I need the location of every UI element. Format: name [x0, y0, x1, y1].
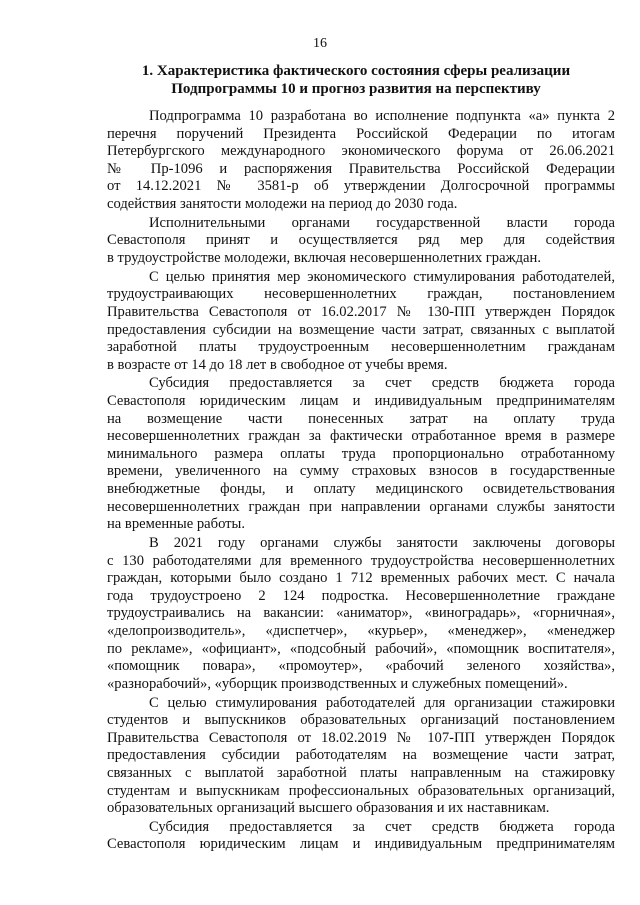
paragraph-line: граждан, которыми было создано 1 712 временных рабочих мест. С начала: [107, 570, 615, 587]
section-heading-line: 1. Характеристика фактического состояния сферы реализации: [141, 63, 571, 79]
paragraph: [107, 375, 615, 533]
paragraph-line: С целью принятия мер экономического стимулирования работодателей,: [149, 268, 615, 285]
paragraph-line: внебюджетные фонды, и оплату медицинского освидетельствования: [107, 481, 615, 498]
document-body: [107, 108, 615, 855]
paragraph: [107, 215, 615, 268]
paragraph-line: Петербургского международного экономического форума от 26.06.2021: [107, 143, 615, 160]
paragraph-line: перечня поручений Президента Российской Федерации по итогам: [107, 125, 615, 142]
paragraph-line: образовательных организаций высшего образования и их наставникам.: [107, 800, 550, 817]
paragraph-line: студентам и выпускникам профессиональных образовательных организаций,: [107, 782, 615, 799]
paragraph-line: Субсидия предоставляется за счет средств бюджета города: [149, 375, 615, 392]
paragraph-line: на возмещение части понесенных затрат на оплату труда: [107, 410, 615, 427]
paragraph-line: связанных с выплатой заработной платы направленным на стажировку: [107, 764, 615, 781]
section-heading-line: Подпрограммы 10 и прогноз развития на перспективу: [171, 81, 541, 97]
paragraph: [107, 108, 615, 214]
paragraph-line: Правительства Севастополя от 18.02.2019 № 107-ПП утвержден Порядок: [107, 729, 615, 746]
paragraph: [107, 819, 615, 854]
paragraph-line: Правительства Севастополя от 16.02.2017 № 130-ПП утвержден Порядок: [107, 303, 615, 320]
paragraph-line: трудоустраивающих несовершеннолетних граждан, постановлением: [107, 286, 615, 303]
paragraph-line: предоставления субсидии работодателям на возмещение части затрат,: [107, 747, 615, 764]
paragraph-line: В 2021 году органами службы занятости заключены договоры: [149, 535, 615, 551]
paragraph-line: «разнорабочий», «уборщик производственных и служебных помещений».: [107, 675, 568, 692]
paragraph-line: в трудоустройстве молодежи, включая несовершеннолетних граждан.: [107, 249, 541, 266]
paragraph-line: «помощник повара», «промоутер», «рабочий зеленого хозяйства»,: [107, 658, 615, 675]
paragraph-line: по рекламе», «официант», «подсобный рабочий», «помощник воспитателя»,: [107, 640, 615, 657]
paragraph-line: с 130 работодателями для временного трудоустройства несовершеннолетних: [107, 552, 615, 569]
paragraph: [107, 269, 615, 375]
paragraph-line: Севастополя юридическим лицам и индивидуальным предпринимателям: [107, 836, 615, 853]
paragraph-line: Севастополя юридическим лицам и индивидуальным предпринимателям: [107, 393, 615, 410]
paragraph-line: «делопроизводитель», «диспетчер», «курьер», «менеджер», «менеджер: [107, 622, 615, 639]
paragraph-line: заработной платы трудоустроенным несовершеннолетним гражданам: [107, 339, 615, 356]
paragraph-line: трудоустраивались на вакансии: «аниматор», «виноградарь», «горничная»,: [107, 605, 615, 622]
page-number: 16: [313, 36, 327, 51]
paragraph-line: несовершеннолетних граждан за фактически отработанное время в размере: [107, 428, 615, 445]
paragraph-line: студентов и выпускников образовательных организаций постановлением: [107, 712, 615, 729]
paragraph-line: С целью стимулирования работодателей для организации стажировки: [149, 694, 615, 711]
paragraph-line: Подпрограмма 10 разработана во исполнение подпункта «а» пункта 2: [149, 108, 615, 124]
paragraph-line: № Пр-1096 и распоряжения Правительства Российской Федерации: [107, 160, 615, 177]
paragraph-line: времени, увеличенного на сумму страховых взносов в государственные: [107, 463, 615, 480]
paragraph-line: несовершеннолетних граждан при направлении органами службы занятости: [107, 498, 615, 515]
section-heading: [96, 62, 616, 98]
paragraph: [107, 535, 615, 693]
paragraph: [107, 695, 615, 818]
paragraph-line: предоставления субсидии на возмещение части затрат, связанных с выплатой: [107, 321, 615, 338]
paragraph-line: на временные работы.: [107, 516, 245, 533]
paragraph-line: Исполнительными органами государственной власти города: [149, 214, 615, 231]
paragraph-line: Субсидия предоставляется за счет средств бюджета города: [149, 818, 615, 835]
paragraph-line: года трудоустроено 2 124 подростка. Несовершеннолетние граждане: [107, 587, 615, 604]
paragraph-line: минимального размера оплаты труда пропорционально отработанному: [107, 445, 615, 462]
paragraph-line: от 14.12.2021 № 3581-р об утверждении Долгосрочной программы: [107, 178, 615, 195]
paragraph-line: Севастополя принят и осуществляется ряд мер для содействия: [107, 232, 615, 249]
paragraph-line: содействия занятости молодежи на период до 2030 года.: [107, 195, 458, 212]
paragraph-line: в возрасте от 14 до 18 лет в свободное от учебы время.: [107, 356, 448, 373]
